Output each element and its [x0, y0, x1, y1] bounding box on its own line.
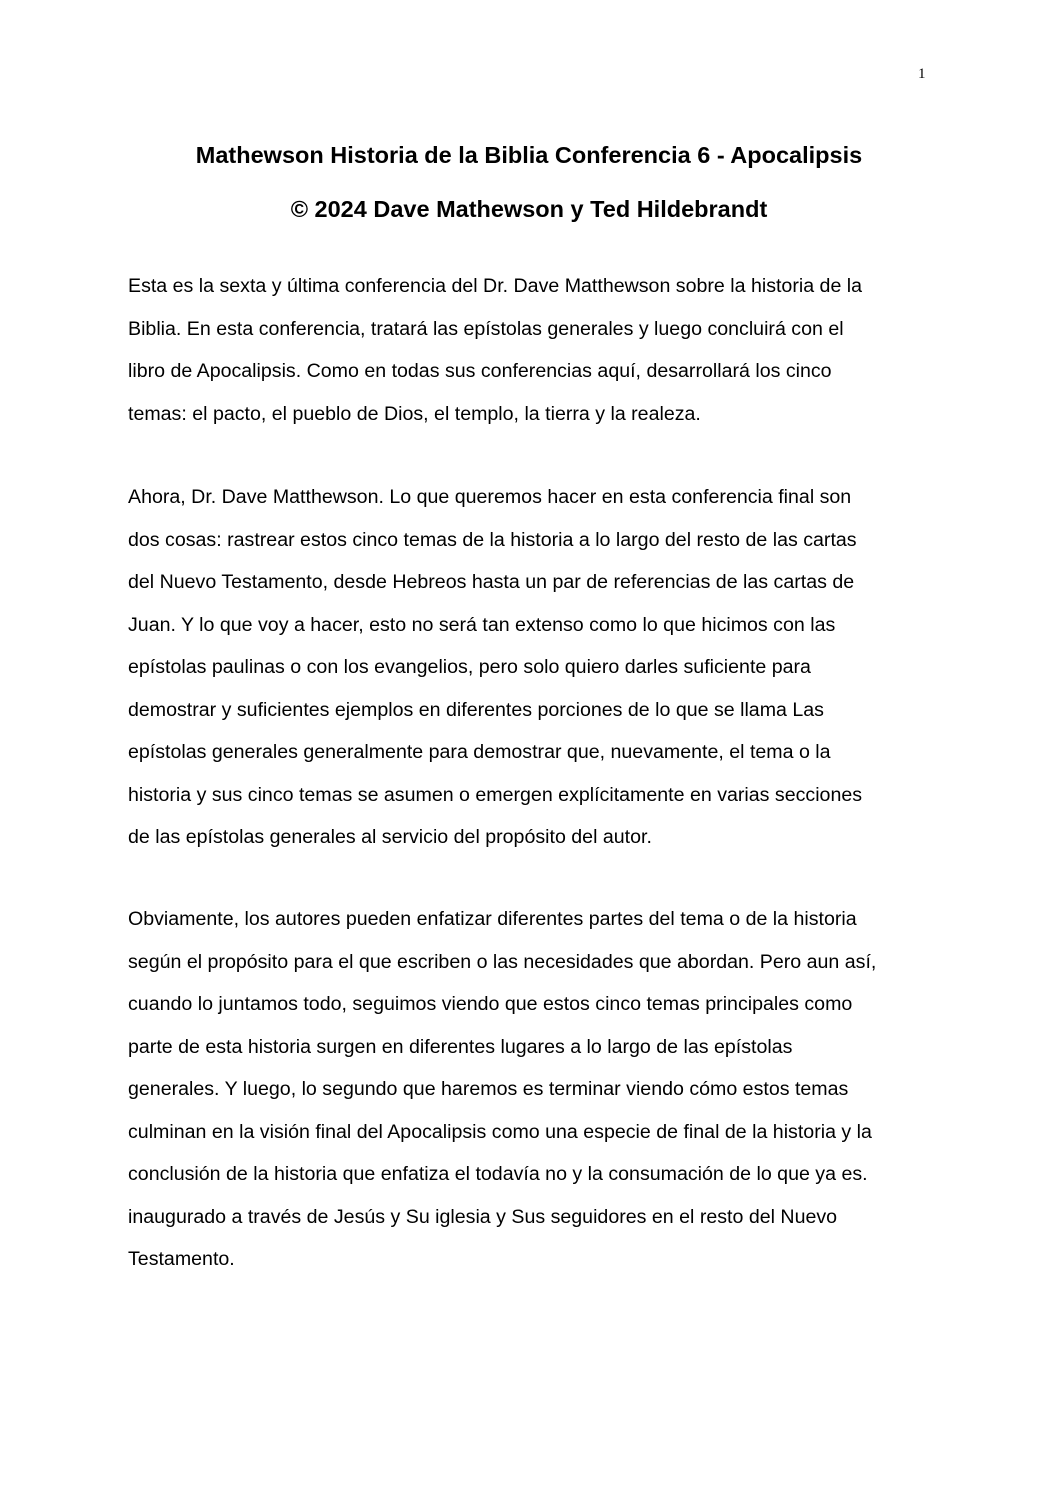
paragraph-lecture-goals [128, 476, 940, 859]
paragraph-introduction [128, 265, 940, 435]
text-line: Testamento. [128, 1248, 235, 1270]
copyright-line: © 2024 Dave Mathewson y Ted Hildebrandt [290, 196, 768, 222]
text-line: del Nuevo Testamento, desde Hebreos hasta un par de referencias de las cartas de [128, 571, 855, 593]
text-line: cuando lo juntamos todo, seguimos viendo que estos cinco temas principales como [128, 993, 853, 1015]
text-line: historia y sus cinco temas se asumen o emergen explícitamente en varias secciones [128, 783, 863, 806]
document-header [0, 128, 1058, 236]
text-line: demostrar y suficientes ejemplos en diferentes porciones de lo que se llama Las [128, 698, 824, 721]
text-line: epístolas generales generalmente para demostrar que, nuevamente, el tema o la [128, 741, 831, 763]
text-line: parte de esta historia surgen en diferentes lugares a lo largo de las epístolas [128, 1035, 793, 1058]
text-line: Biblia. En esta conferencia, tratará las epístolas generales y luego concluirá con el [128, 317, 844, 340]
text-line: Ahora, Dr. Dave Matthewson. Lo que queremos hacer en esta conferencia final son [128, 486, 852, 508]
text-line: libro de Apocalipsis. Como en todas sus conferencias aquí, desarrollará los cinco [128, 360, 832, 382]
document-title: Mathewson Historia de la Biblia Conferencia 6 - Apocalipsis [195, 142, 863, 168]
text-line: Juan. Y lo que voy a hacer, esto no será tan extenso como lo que hicimos con las [128, 613, 836, 636]
page-number: 1 [918, 66, 926, 82]
text-line: según el propósito para el que escriben o las necesidades que abordan. Pero aun así, [128, 950, 877, 973]
text-line: dos cosas: rastrear estos cinco temas de la historia a lo largo del resto de las cartas [128, 528, 857, 551]
text-line: epístolas paulinas o con los evangelios, pero solo quiero darles suficiente para [128, 656, 811, 678]
text-line: Esta es la sexta y última conferencia del Dr. Dave Matthewson sobre la historia de la [128, 275, 863, 297]
paragraph-themes [128, 898, 940, 1281]
text-line: inaugurado a través de Jesús y Su iglesia y Sus seguidores en el resto del Nuevo [128, 1205, 838, 1228]
text-line: Obviamente, los autores pueden enfatizar diferentes partes del tema o de la historia [128, 908, 857, 930]
text-line: culminan en la visión final del Apocalipsis como una especie de final de la historia y la [128, 1120, 872, 1143]
text-line: de las epístolas generales al servicio del propósito del autor. [128, 826, 652, 848]
text-line: generales. Y luego, lo segundo que haremos es terminar viendo cómo estos temas [128, 1078, 849, 1100]
text-line: temas: el pacto, el pueblo de Dios, el templo, la tierra y la realeza. [128, 402, 701, 425]
text-line: conclusión de la historia que enfatiza el todavía no y la consumación de lo que ya es. [128, 1163, 868, 1185]
